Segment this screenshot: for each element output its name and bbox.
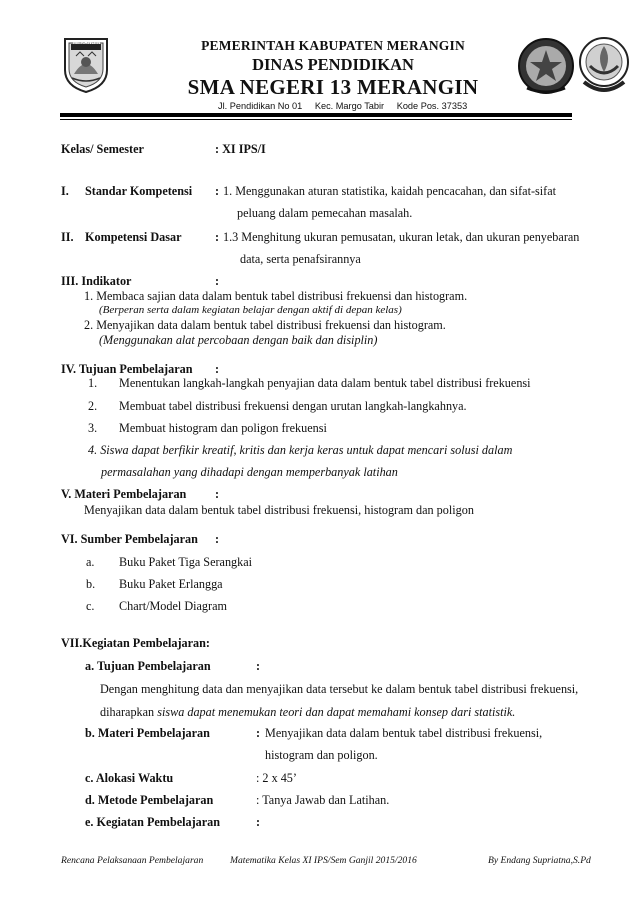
kegiatan-d-value: : Tanya Jawab dan Latihan. [256,793,390,807]
sk-number: I. [61,184,69,198]
sk-line-2: peluang dalam pemecahan masalah. [237,206,413,220]
sk-label: Standar Kompetensi [85,184,193,198]
indikator-heading: III. Indikator [61,274,132,288]
kd-colon: : [215,230,220,244]
kegiatan-a-line-2-italic: siswa dapat menemukan teori dan dapat memahami konsep dari statistik. [157,705,516,719]
kd-line-1: 1.3 Menghitung ukuran pemusatan, ukuran letak, dan ukuran penyebaran [223,230,580,244]
sk-line-1: 1. Menggunakan aturan statistika, kaidah pencacahan, dan sifat-sifat [223,184,557,198]
sumber-item-c: Chart/Model Diagram [119,599,227,613]
indikator-note-2: (Menggunakan alat percobaan dengan baik dan disiplin) [99,333,378,347]
indikator-item-2: 2. Menyajikan data dalam bentuk tabel distribusi frekuensi dan histogram. [84,318,446,332]
sk-colon: : [215,184,220,198]
materi-colon: : [215,487,220,501]
kegiatan-heading: VII.Kegiatan Pembelajaran: [61,636,210,650]
sumber-item-b: Buku Paket Erlangga [119,577,223,591]
kegiatan-a-line-2 [100,705,515,720]
materi-heading: V. Materi Pembelajaran [61,487,187,501]
tujuan-item-1: Menentukan langkah-langkah penyajian data dalam bentuk tabel distribusi frekuensi [119,376,531,390]
kd-label: Kompetensi Dasar [85,230,182,244]
footer-left: Rencana Pelaksanaan Pembelajaran [61,855,204,866]
tujuan-item-2: Membuat tabel distribusi frekuensi dengan urutan langkah-langkahnya. [119,399,467,413]
materi-text: Menyajikan data dalam bentuk tabel distribusi frekuensi, histogram dan poligon [84,503,474,517]
tujuan-item-3: Membuat histogram dan poligon frekuensi [119,421,327,435]
header-line-1: PEMERINTAH KABUPATEN MERANGIN [201,38,465,53]
header-rule-thick [60,113,572,117]
school-address [218,101,477,111]
kegiatan-a-line-1: Dengan menghitung data dan menyajikan data tersebut ke dalam bentuk tabel distribusi frekuensi, [100,682,579,696]
kegiatan-c-value: : 2 x 45’ [256,771,297,785]
address-postal: Kode Pos. 37353 [396,101,468,111]
kelas-label: Kelas/ Semester [61,142,144,156]
indikator-item-1: 1. Membaca sajian data dalam bentuk tabel distribusi frekuensi dan histogram. [84,289,468,303]
sumber-colon: : [215,532,220,546]
sumber-heading: VI. Sumber Pembelajaran [61,532,198,546]
school-name: SMA NEGERI 13 MERANGIN [187,75,479,99]
footer-right: By Endang Supriatna,S.Pd [488,855,591,866]
kelas-value: : XI IPS/I [215,142,266,156]
tujuan-item-4-line-2: permasalahan yang dihadapi dengan memperbanyak latihan [101,465,398,479]
tujuan-num-2: 2. [88,399,98,413]
kd-number: II. [61,230,74,244]
indikator-colon: : [215,274,220,288]
sumber-num-b: b. [86,577,96,591]
address-district: Kec. Margo Tabir [314,101,385,111]
sumber-item-a: Buku Paket Tiga Serangkai [119,555,253,569]
tujuan-colon: : [215,362,220,376]
kegiatan-b-line-2: histogram dan poligon. [265,748,378,762]
tujuan-item-4-line-1: 4. Siswa dapat berfikir kreatif, kritis dan kerja keras untuk dapat mencari solusi dalam [88,443,513,457]
kegiatan-e-colon: : [256,815,261,829]
tujuan-heading: IV. Tujuan Pembelajaran [61,362,193,376]
header-rule-thin [60,119,572,120]
sumber-num-c: c. [86,599,95,613]
kegiatan-a-line-2-plain: diharapkan [100,705,158,719]
sumber-num-a: a. [86,555,95,569]
kegiatan-c-label: c. Alokasi Waktu [85,771,174,785]
kegiatan-b-line-1: Menyajikan data dalam bentuk tabel distribusi frekuensi, [265,726,543,740]
left-logo-text: MERANGIN [73,40,101,46]
kegiatan-a-colon: : [256,659,261,673]
kegiatan-e-label: e. Kegiatan Pembelajaran [85,815,221,829]
kegiatan-b-colon: : [256,726,261,740]
tujuan-num-1: 1. [88,376,98,390]
address-street: Jl. Pendidikan No 01 [218,101,303,111]
kd-line-2: data, serta penafsirannya [240,252,361,266]
indikator-note-1: (Berperan serta dalam kegiatan belajar dengan aktif di depan kelas) [99,304,402,316]
header-line-2: DINAS PENDIDIKAN [252,55,414,74]
kegiatan-a-label: a. Tujuan Pembelajaran [85,659,211,673]
footer-center: Matematika Kelas XI IPS/Sem Ganjil 2015/2016 [230,855,417,866]
kegiatan-d-label: d. Metode Pembelajaran [85,793,214,807]
kegiatan-b-label: b. Materi Pembelajaran [85,726,210,740]
tujuan-num-3: 3. [88,421,98,435]
